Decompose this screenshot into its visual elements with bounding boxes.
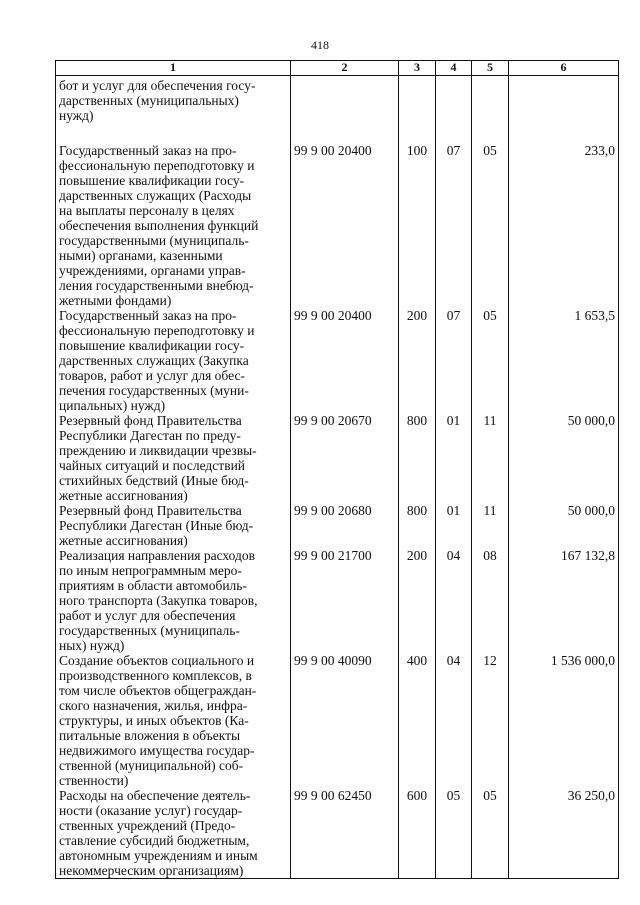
description-line: дарственных служащих (Расходы (59, 188, 252, 203)
description-cell (56, 653, 291, 788)
column-header-5: 5 (472, 61, 509, 76)
description-line: жетные ассигнования) (59, 533, 188, 548)
section-cell: 01 (436, 413, 472, 503)
subsection-cell: 11 (472, 413, 509, 503)
subsection-cell: 08 (472, 548, 509, 653)
description-line: Расходы на обеспечение деятель- (59, 788, 251, 803)
subsection-cell: 05 (472, 308, 509, 413)
description-cell (56, 143, 291, 308)
description-line: Создание объектов социального и (59, 653, 255, 668)
description-line: Государственный заказ на про- (59, 143, 237, 158)
code-cell: 99 9 00 20680 (291, 503, 399, 548)
description-line: производственного комплексов, в (59, 668, 252, 683)
amount-cell: 50 000,0 (509, 503, 619, 548)
description-line: автономным учреждениям и иным (59, 848, 258, 863)
description-line: государственных (муниципаль- (59, 623, 240, 638)
description-line: Реализация направления расходов (59, 548, 256, 563)
description-line: повышение квалификации госу- (59, 173, 245, 188)
description-line: преждению и ликвидации чрезвы- (59, 443, 257, 458)
subsection-cell: 12 (472, 653, 509, 788)
description-line: дарственных служащих (Закупка (59, 353, 249, 368)
description-line: работ и услуг для обеспечения (59, 608, 236, 623)
description-line: ности (оказание услуг) государ- (59, 803, 243, 818)
subsection-cell: 11 (472, 503, 509, 548)
table-row (56, 548, 619, 653)
amount-cell: 1 536 000,0 (509, 653, 619, 788)
code-cell: 99 9 00 20400 (291, 143, 399, 308)
description-line: ставление субсидий бюджетным, (59, 833, 250, 848)
amount-cell: 167 132,8 (509, 548, 619, 653)
description-line: обеспечения выполнения функций (59, 218, 259, 233)
section-cell: 05 (436, 788, 472, 879)
description-line: фессиональную переподготовку и (59, 323, 255, 338)
column-header-1: 1 (56, 61, 291, 76)
description-cell (56, 503, 291, 548)
description-line: бот и услуг для обеспечения госу- (59, 78, 256, 93)
description-line: чайных ситуаций и последствий (59, 458, 246, 473)
description-line: том числе объектов общеграждан- (59, 683, 257, 698)
description-line: ственной (муниципальной) соб- (59, 758, 244, 773)
subsection-cell: 05 (472, 788, 509, 879)
section-cell: 01 (436, 503, 472, 548)
expense-type-cell: 200 (399, 308, 436, 413)
expense-type-cell: 100 (399, 143, 436, 308)
description-line: недвижимого имущества государ- (59, 743, 255, 758)
amount-cell: 50 000,0 (509, 413, 619, 503)
column-header-2: 2 (291, 61, 399, 76)
amount-cell: 1 653,5 (509, 308, 619, 413)
description-line: Республики Дагестан (Иные бюд- (59, 518, 254, 533)
description-cell (56, 76, 291, 144)
code-cell: 99 9 00 20670 (291, 413, 399, 503)
header-row (56, 61, 619, 76)
description-line: Государственный заказ на про- (59, 308, 237, 323)
column-header-4: 4 (436, 61, 472, 76)
budget-table (55, 60, 619, 879)
description-line: фессиональную переподготовку и (59, 158, 255, 173)
expense-type-cell: 600 (399, 788, 436, 879)
description-line: Республики Дагестан по преду- (59, 428, 241, 443)
code-cell (291, 76, 399, 144)
code-cell: 99 9 00 21700 (291, 548, 399, 653)
code-cell: 99 9 00 62450 (291, 788, 399, 879)
section-cell: 07 (436, 143, 472, 308)
description-line: ственности) (59, 773, 129, 788)
description-line: стихийных бедствий (Иные бюд- (59, 473, 249, 488)
description-line: ственных учреждений (Предо- (59, 818, 236, 833)
amount-cell: 36 250,0 (509, 788, 619, 879)
description-line: ления государственными внебюд- (59, 278, 254, 293)
description-line: ципальных) нужд) (59, 398, 166, 413)
column-header-6: 6 (509, 61, 619, 76)
table-body (56, 76, 619, 879)
description-line: печения государственных (муни- (59, 383, 249, 398)
description-line: нужд) (59, 108, 94, 123)
description-line: ных) нужд) (59, 638, 125, 653)
expense-type-cell: 800 (399, 413, 436, 503)
description-line: питальные вложения в объекты (59, 728, 241, 743)
description-line: Резервный фонд Правительства (59, 413, 242, 428)
section-cell: 04 (436, 548, 472, 653)
description-line: приятиям в области автомобиль- (59, 578, 247, 593)
section-cell: 07 (436, 308, 472, 413)
table-row (56, 653, 619, 788)
expense-type-cell: 400 (399, 653, 436, 788)
expense-type-cell: 200 (399, 548, 436, 653)
description-line: по иным непрограммным меро- (59, 563, 242, 578)
description-line: ского назначения, жилья, инфра- (59, 698, 248, 713)
table-row (56, 76, 619, 144)
description-line: на выплаты персоналу в целях (59, 203, 235, 218)
description-line: некоммерческим организациям) (59, 863, 244, 878)
page-number: 418 (311, 38, 329, 52)
description-line: ными) органами, казенными (59, 248, 223, 263)
section-cell: 04 (436, 653, 472, 788)
description-cell (56, 548, 291, 653)
description-line: товаров, работ и услуг для обес- (59, 368, 245, 383)
section-cell (436, 76, 472, 144)
column-header-3: 3 (399, 61, 436, 76)
description-line: повышение квалификации госу- (59, 338, 245, 353)
description-line: структуры, и иных объектов (Ка- (59, 713, 249, 728)
table-row (56, 503, 619, 548)
table-row (56, 143, 619, 308)
description-cell (56, 788, 291, 879)
table-row (56, 413, 619, 503)
amount-cell (509, 76, 619, 144)
description-cell (56, 308, 291, 413)
table-row (56, 308, 619, 413)
code-cell: 99 9 00 40090 (291, 653, 399, 788)
description-line: жетными фондами) (59, 293, 172, 308)
expense-type-cell (399, 76, 436, 144)
description-line: ного транспорта (Закупка товаров, (59, 593, 258, 608)
description-cell (56, 413, 291, 503)
description-line: жетные ассигнования) (59, 488, 188, 503)
subsection-cell (472, 76, 509, 144)
description-line: Резервный фонд Правительства (59, 503, 242, 518)
description-line: учреждениями, органами управ- (59, 263, 246, 278)
amount-cell: 233,0 (509, 143, 619, 308)
expense-type-cell: 800 (399, 503, 436, 548)
table-row (56, 788, 619, 879)
code-cell: 99 9 00 20400 (291, 308, 399, 413)
description-line: государственными (муниципаль- (59, 233, 249, 248)
subsection-cell: 05 (472, 143, 509, 308)
description-line: дарственных (муниципальных) (59, 93, 239, 108)
